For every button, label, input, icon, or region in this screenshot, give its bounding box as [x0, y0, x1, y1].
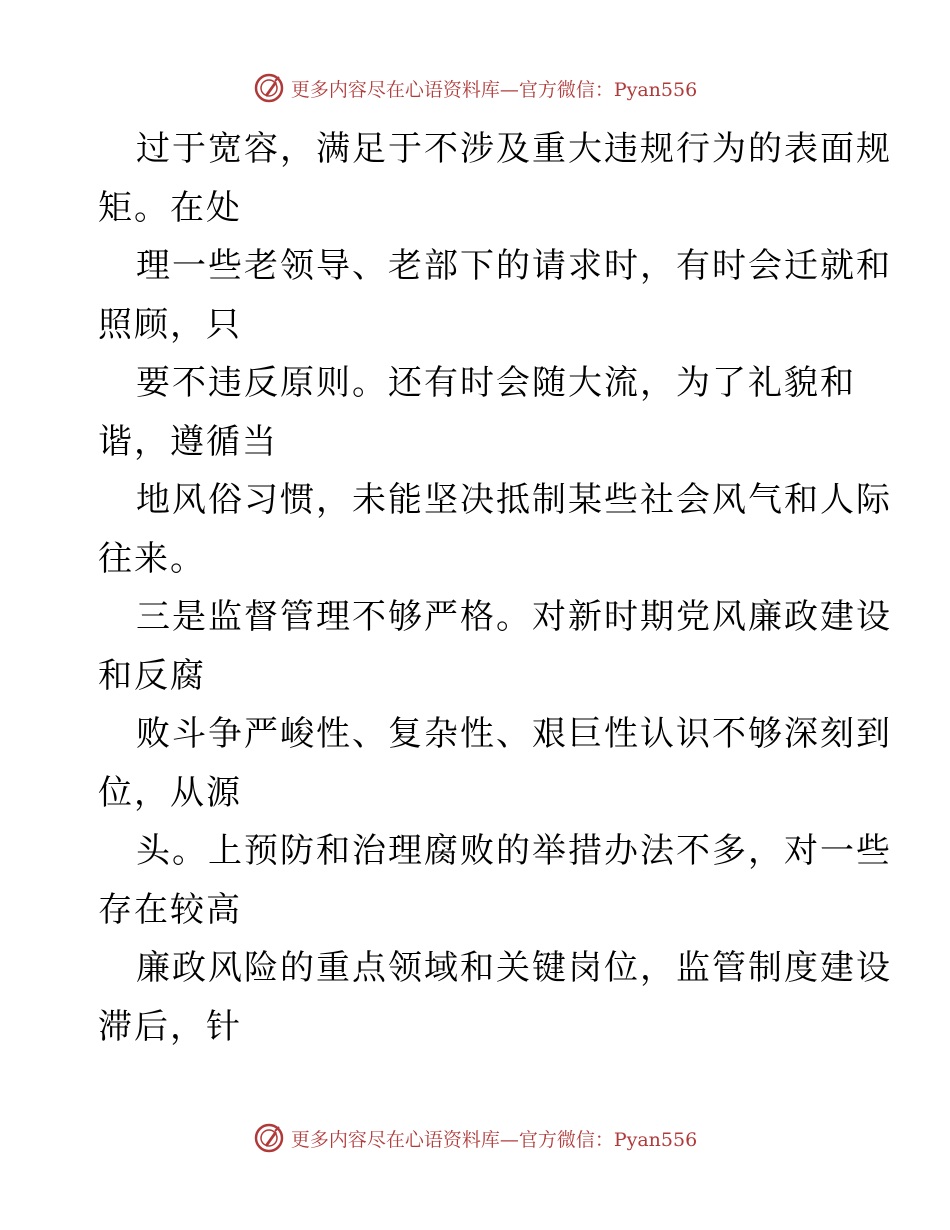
text-line: 理一些老领导、老部下的请求时，有时会迁就和	[136, 246, 892, 286]
text-line: 三是监督管理不够严格。对新时期党风廉政建设	[136, 597, 892, 637]
document-body	[98, 120, 892, 1056]
banner-text: 更多内容尽在心语资料库—官方微信：Pyan556	[290, 1128, 698, 1151]
header-banner	[0, 72, 950, 104]
text-line: 头。上预防和治理腐败的举措办法不多，对一些	[136, 831, 892, 871]
text-line: 位，从源	[98, 772, 242, 813]
text-line: 矩。在处	[98, 187, 242, 228]
text-line: 谐，遵循当	[98, 421, 278, 462]
pen-nib-logo-icon	[253, 1122, 285, 1154]
text-line: 过于宽容，满足于不涉及重大违规行为的表面规	[136, 129, 892, 169]
text-line: 和反腐	[98, 655, 206, 696]
banner-text: 更多内容尽在心语资料库—官方微信：Pyan556	[290, 78, 698, 101]
pen-nib-logo-icon	[253, 72, 285, 104]
text-line: 败斗争严峻性、复杂性、艰巨性认识不够深刻到	[136, 714, 892, 754]
text-line: 照顾，只	[98, 304, 242, 345]
text-line: 要不违反原则。还有时会随大流，为了礼貌和	[136, 363, 856, 403]
text-line: 地风俗习惯，未能坚决抵制某些社会风气和人际	[136, 480, 892, 520]
text-line: 廉政风险的重点领域和关键岗位，监管制度建设	[136, 948, 892, 988]
text-line: 滞后，针	[98, 1006, 242, 1047]
text-line: 往来。	[98, 538, 206, 579]
text-line: 存在较高	[98, 889, 242, 930]
footer-banner	[0, 1122, 950, 1154]
